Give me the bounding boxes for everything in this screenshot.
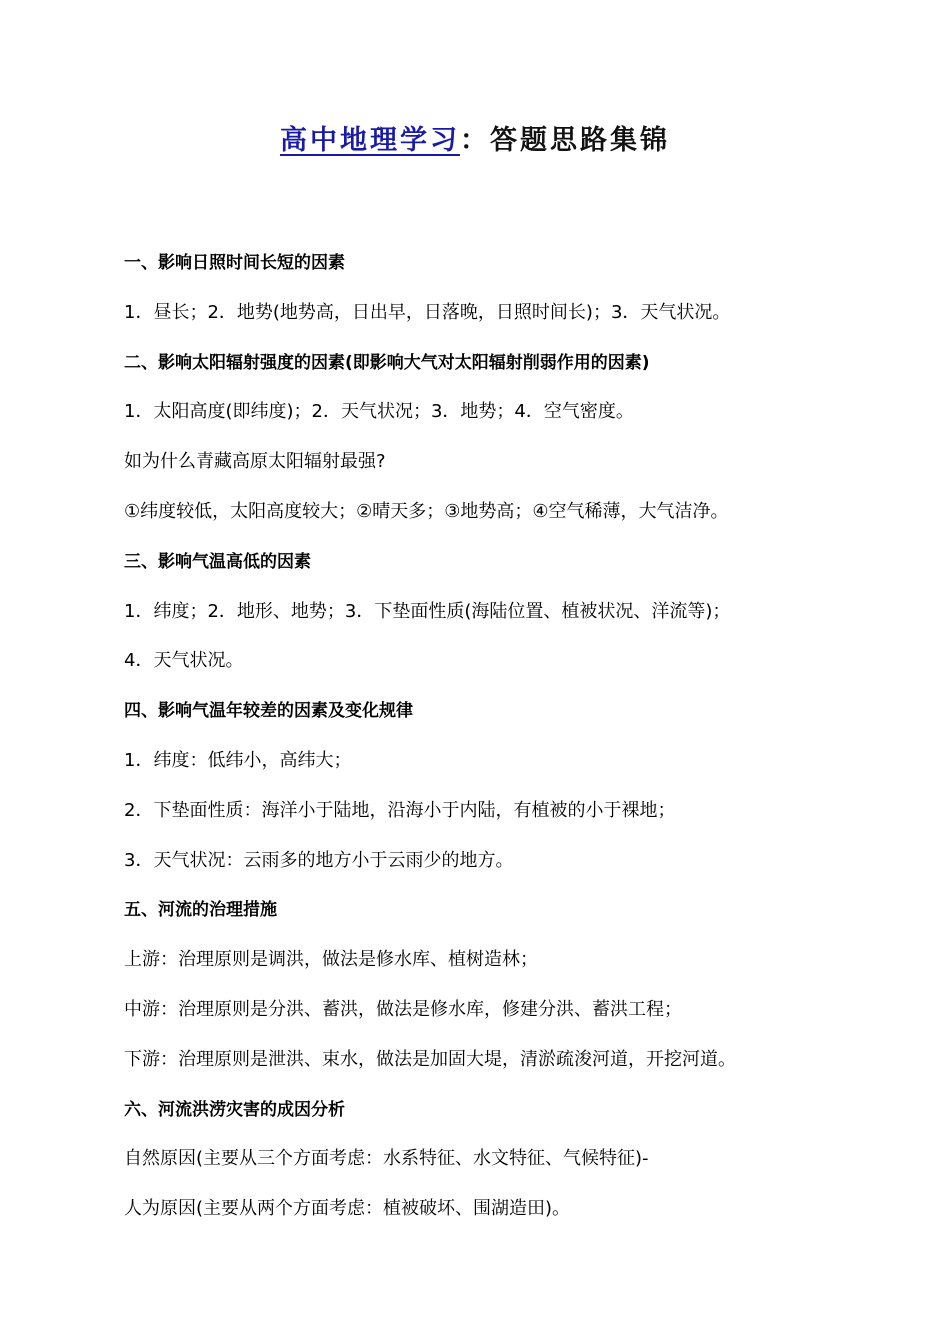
paragraph: 4．天气状况。 — [124, 650, 244, 672]
section-heading: 四、影响气温年较差的因素及变化规律 — [124, 701, 413, 722]
paragraph: 下游：治理原则是泄洪、束水，做法是加固大堤，清淤疏浚河道，开挖河道。 — [124, 1048, 736, 1070]
paragraph: 自然原因(主要从三个方面考虑：水系特征、水文特征、气候特征)- — [124, 1148, 649, 1170]
section-heading: 六、河流洪涝灾害的成因分析 — [124, 1099, 345, 1120]
paragraph: 如为什么青藏高原太阳辐射最强? — [124, 451, 386, 473]
section-heading: 三、影响气温高低的因素 — [124, 551, 311, 572]
paragraph: 上游：治理原则是调洪，做法是修水库、植树造林； — [124, 949, 538, 971]
page-title — [0, 118, 950, 157]
paragraph: 1．太阳高度(即纬度)；2．天气状况；3．地势；4．空气密度。 — [124, 401, 634, 423]
paragraph: 1．纬度：低纬小，高纬大； — [124, 749, 352, 771]
document-body — [124, 246, 824, 1242]
paragraph: 3．天气状况：云雨多的地方小于云雨少的地方。 — [124, 849, 514, 871]
paragraph: 人为原因(主要从两个方面考虑：植被破坏、围湖造田)。 — [124, 1198, 571, 1220]
paragraph: 2．下垫面性质：海洋小于陆地，沿海小于内陆，有植被的小于裸地； — [124, 799, 676, 821]
section-heading: 五、河流的治理措施 — [124, 900, 277, 921]
section-heading: 二、影响太阳辐射强度的因素(即影响大气对太阳辐射削弱作用的因素) — [124, 352, 650, 373]
section-heading: 一、影响日照时间长短的因素 — [124, 253, 345, 273]
paragraph: ①纬度较低，太阳高度较大；②晴天多；③地势高；④空气稀薄，大气洁净。 — [124, 500, 729, 522]
title-link[interactable]: 高中地理学习 — [280, 125, 460, 156]
paragraph: 中游：治理原则是分洪、蓄洪，做法是修水库，修建分洪、蓄洪工程； — [124, 998, 682, 1020]
paragraph: 1．昼长；2．地势(地势高，日出早，日落晚，日照时间长)；3．天气状况。 — [124, 301, 731, 323]
title-suffix: ：答题思路集锦 — [460, 125, 670, 156]
paragraph: 1．纬度；2．地形、地势；3．下垫面性质(海陆位置、植被状况、洋流等)； — [124, 600, 731, 622]
